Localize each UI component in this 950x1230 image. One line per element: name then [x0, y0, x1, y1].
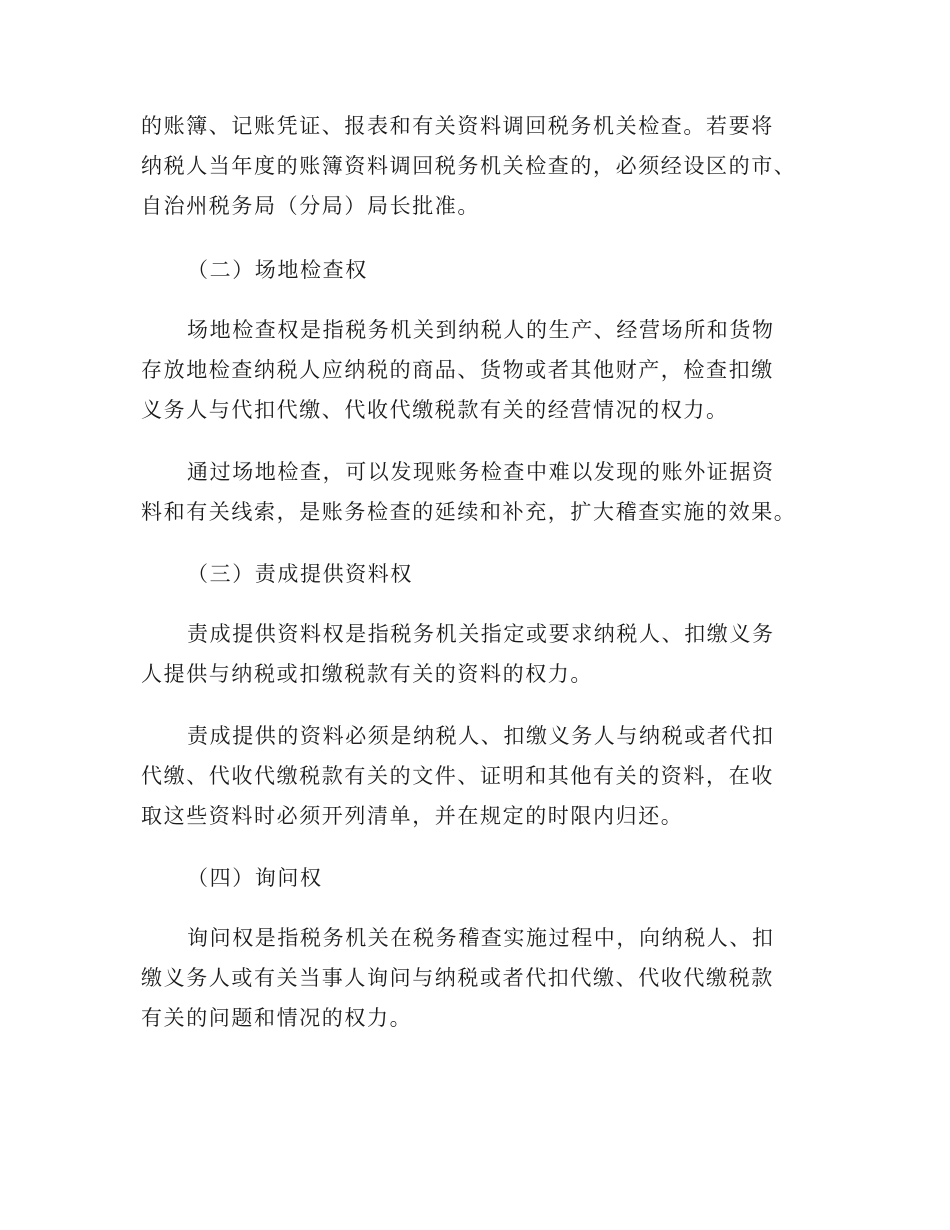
paragraph-line: 人提供与纳税或扣缴税款有关的资料的权力。: [141, 662, 593, 686]
paragraph-continuation: [141, 106, 811, 226]
paragraph-line: 存放地检查纳税人应纳税的商品、货物或者其他财产，检查扣缴: [141, 358, 774, 382]
section-heading: [141, 250, 811, 290]
paragraph: [141, 310, 811, 430]
paragraph: [141, 918, 811, 1038]
paragraph-line: 有关的问题和情况的权力。: [141, 1006, 413, 1030]
paragraph-line: 通过场地检查，可以发现账务检查中难以发现的账外证据资: [187, 460, 775, 484]
paragraph-line: 责成提供资料权是指税务机关指定或要求纳税人、扣缴义务: [187, 622, 775, 646]
section-heading-text: （四）询问权: [187, 866, 323, 890]
section-heading-text: （三）责成提供资料权: [187, 562, 413, 586]
paragraph-line: 的账簿、记账凭证、报表和有关资料调回税务机关检查。若要将: [141, 114, 774, 138]
paragraph-line: 取这些资料时必须开列清单，并在规定的时限内归还。: [141, 804, 684, 828]
paragraph-line: 自治州税务局（分局）局长批准。: [141, 194, 480, 218]
paragraph: [141, 452, 811, 532]
section-heading-text: （二）场地检查权: [187, 258, 368, 282]
paragraph-line: 询问权是指税务机关在税务稽查实施过程中，向纳税人、扣: [187, 926, 775, 950]
paragraph-line: 场地检查权是指税务机关到纳税人的生产、经营场所和货物: [187, 318, 775, 342]
paragraph-line: 料和有关线索，是账务检查的延续和补充，扩大稽查实施的效果。: [141, 500, 797, 524]
paragraph-line: 责成提供的资料必须是纳税人、扣缴义务人与纳税或者代扣: [187, 724, 775, 748]
section-heading: [141, 554, 811, 594]
paragraph-line: 纳税人当年度的账簿资料调回税务机关检查的，必须经设区的市、: [141, 154, 797, 178]
paragraph: [141, 614, 811, 694]
paragraph-line: 代缴、代收代缴税款有关的文件、证明和其他有关的资料，在收: [141, 764, 774, 788]
paragraph-line: 义务人与代扣代缴、代收代缴税款有关的经营情况的权力。: [141, 398, 729, 422]
section-heading: [141, 858, 811, 898]
paragraph-line: 缴义务人或有关当事人询问与纳税或者代扣代缴、代收代缴税款: [141, 966, 774, 990]
paragraph: [141, 716, 811, 836]
